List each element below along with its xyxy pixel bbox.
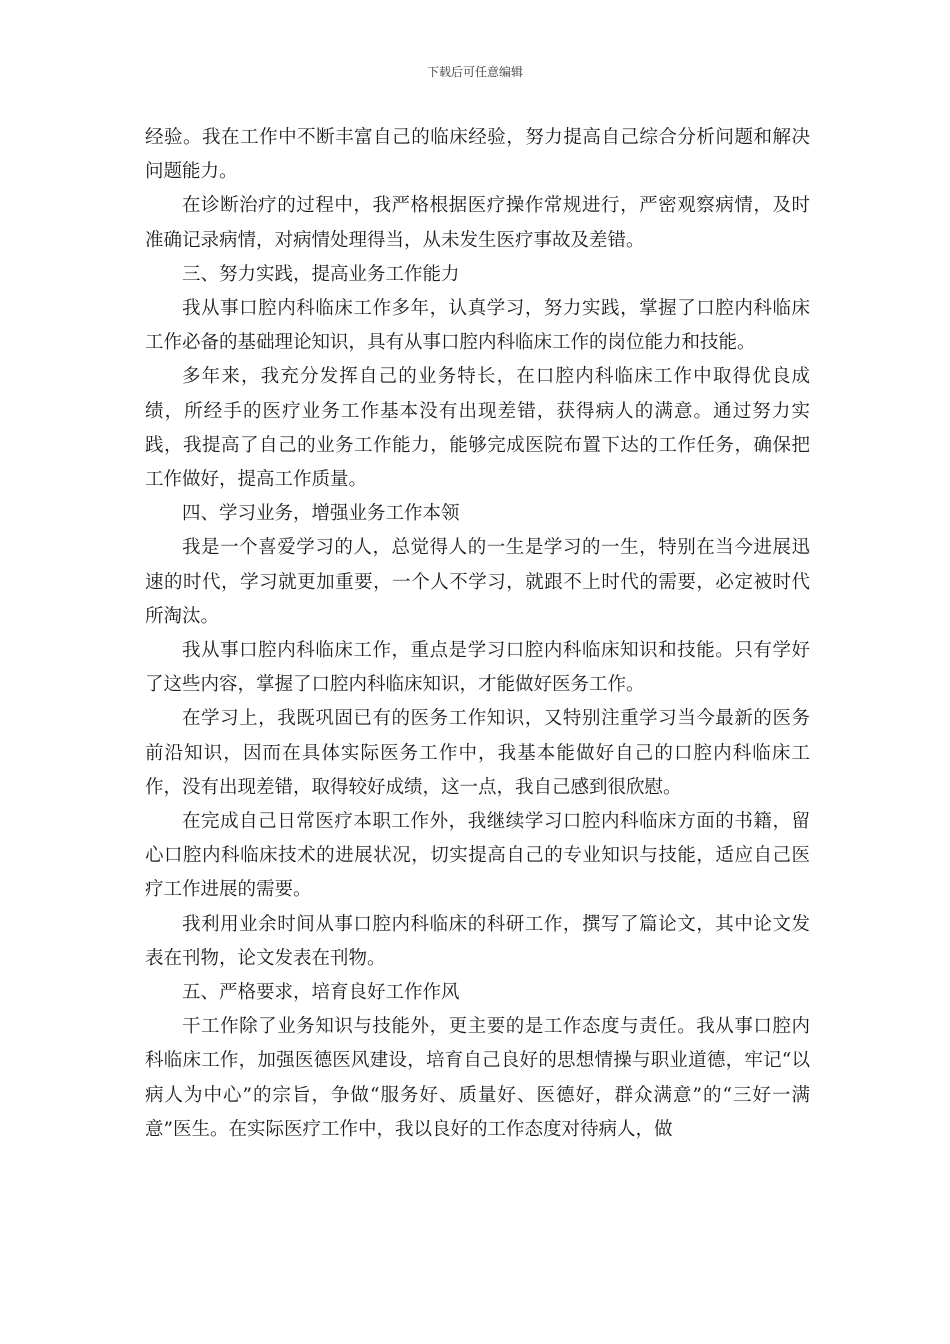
paragraph: 干工作除了业务知识与技能外，更主要的是工作态度与责任。我从事口腔内科临床工作，加强医德医风建设，培育自己良好的思想情操与职业道德，牢记“以病人为中心”的宗旨，争做“服务好、质量好、医德好，群众满意”的“三好一满意”医生。在实际医疗工作中，我以良好的工作态度对待病人，做: [145, 1016, 810, 1140]
paragraph: 多年来，我充分发挥自己的业务特长，在口腔内科临床工作中取得优良成绩，所经手的医疗业务工作基本没有出现差错，获得病人的满意。通过努力实践，我提高了自己的业务工作能力，能够完成医院布置下达的工作任务，确保把工作做好，提高工作质量。: [145, 366, 810, 491]
paragraph: 我从事口腔内科临床工作多年，认真学习，努力实践，掌握了口腔内科临床工作必备的基础理论知识，具有从事口腔内科临床工作的岗位能力和技能。: [145, 298, 810, 354]
section-heading: 三、努力实践，提高业务工作能力: [182, 263, 460, 285]
paragraph: 在学习上，我既巩固已有的医务工作知识，又特别注重学习当今最新的医务前沿知识，因而在具体实际医务工作中，我基本能做好自己的口腔内科临床工作，没有出现差错，取得较好成绩，这一点，我自己感到很欣慰。: [145, 708, 810, 798]
paragraph: 经验。我在工作中不断丰富自己的临床经验，努力提高自己综合分析问题和解决问题能力。: [145, 127, 810, 183]
paragraph: 在完成自己日常医疗本职工作外，我继续学习口腔内科临床方面的书籍，留心口腔内科临床技术的进展状况，切实提高自己的专业知识与技能，适应自己医疗工作进展的需要。: [145, 811, 810, 901]
section-heading: 四、学习业务，增强业务工作本领: [182, 503, 460, 525]
page-header: 下载后可任意编辑: [426, 65, 523, 79]
section-heading: 五、严格要求，培育良好工作作风: [182, 982, 460, 1004]
paragraph: 我是一个喜爱学习的人，总觉得人的一生是学习的一生，特别在当今进展迅速的时代，学习就更加重要，一个人不学习，就跟不上时代的需要，必定被时代所淘汰。: [145, 537, 810, 627]
paragraph: 在诊断治疗的过程中，我严格根据医疗操作常规进行，严密观察病情，及时准确记录病情，对病情处理得当，从未发生医疗事故及差错。: [145, 195, 810, 251]
paragraph: 我从事口腔内科临床工作，重点是学习口腔内科临床知识和技能。只有学好了这些内容，掌握了口腔内科临床知识，才能做好医务工作。: [145, 640, 810, 696]
paragraph: 我利用业余时间从事口腔内科临床的科研工作，撰写了篇论文，其中论文发表在刊物，论文发表在刊物。: [145, 913, 810, 969]
document-body: [145, 121, 810, 1147]
